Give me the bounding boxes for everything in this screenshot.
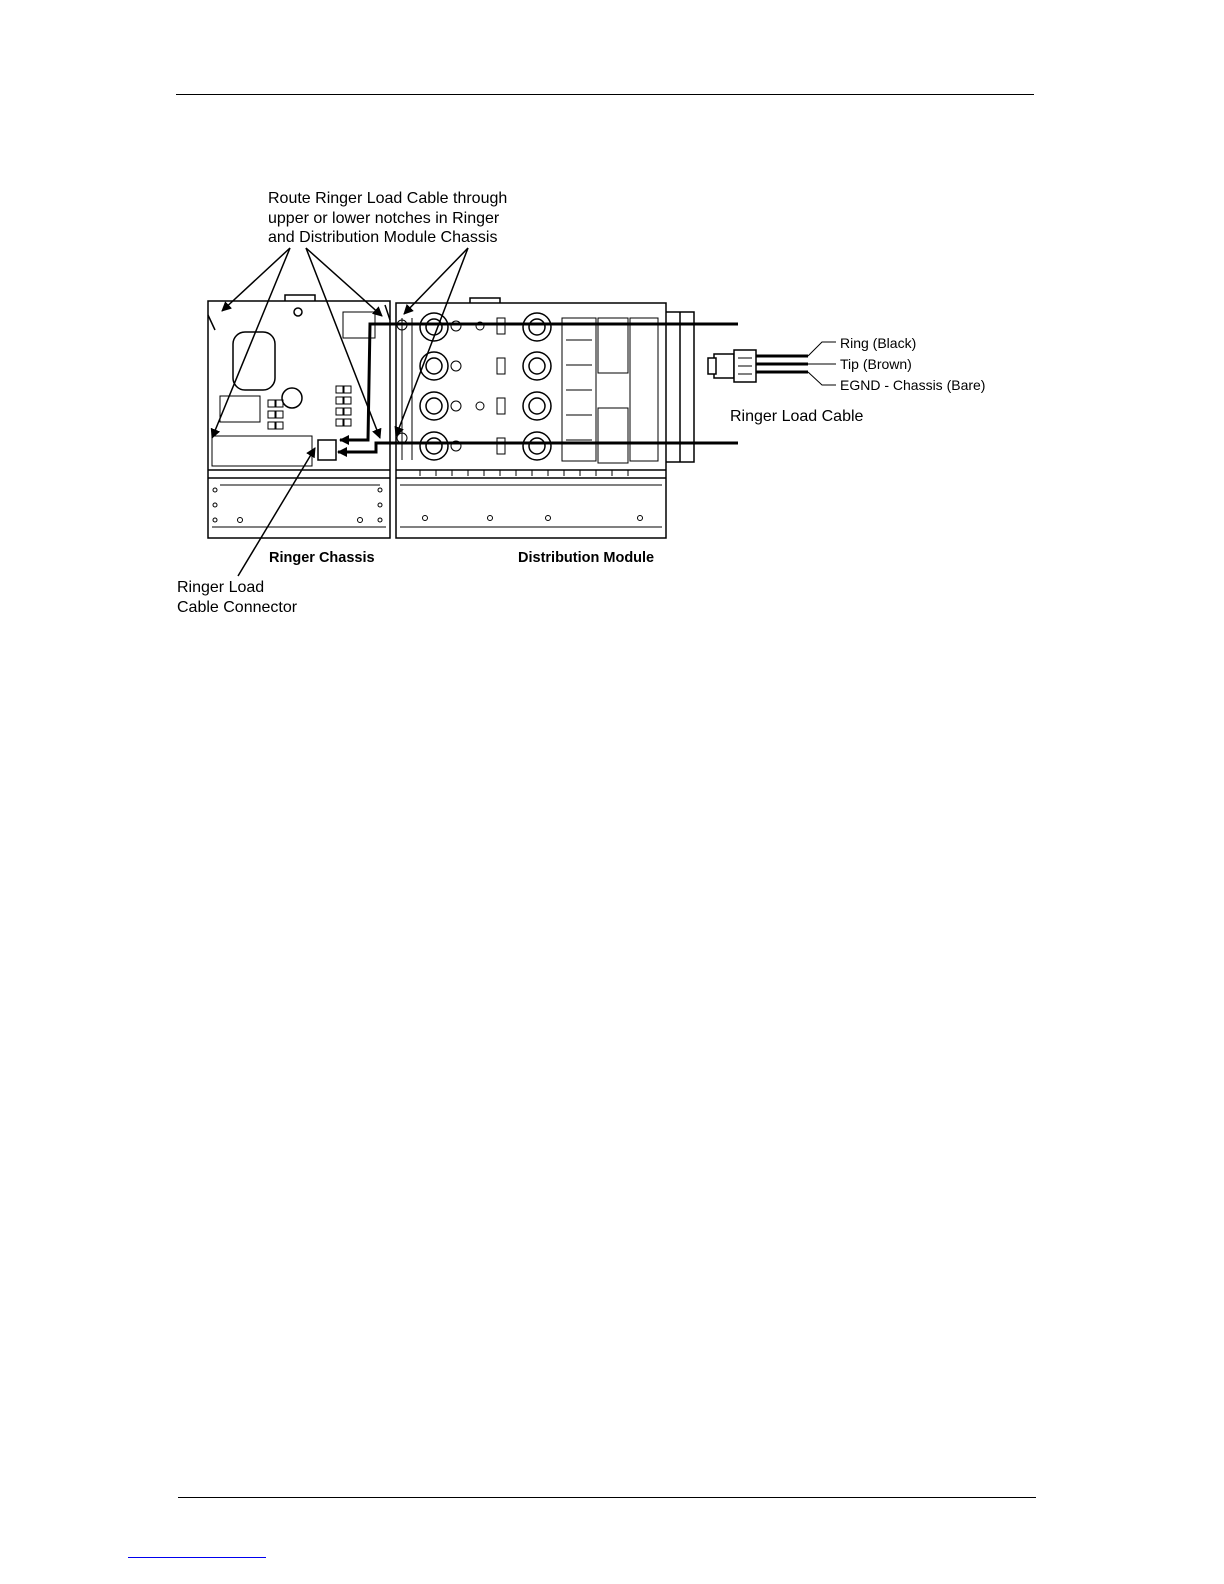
connector-note-line: Cable Connector	[177, 598, 298, 616]
connector-note-line: Ringer Load	[177, 579, 265, 596]
distribution-module-drawing	[396, 298, 694, 538]
footer-link-underline[interactable]	[128, 1557, 266, 1558]
route-note-line: Route Ringer Load Cable through	[268, 190, 508, 207]
footer-rule	[178, 1497, 1036, 1498]
ringer-chassis-label: Ringer Chassis	[269, 550, 375, 566]
ringer-load-cable-label: Ringer Load Cable	[730, 408, 864, 425]
tip-wire-label: Tip (Brown)	[840, 356, 912, 372]
distribution-module-label: Distribution Module	[518, 550, 655, 566]
route-cable-note	[268, 189, 548, 248]
ring-wire-label: Ring (Black)	[840, 335, 917, 351]
ringer-chassis-drawing	[208, 295, 390, 538]
route-note-line: upper or lower notches in Ringer	[268, 209, 500, 227]
connector-note	[177, 578, 297, 617]
route-note-line: and Distribution Module Chassis	[268, 229, 498, 246]
egnd-wire-label: EGND - Chassis (Bare)	[840, 377, 986, 393]
ringer-load-cable-plug	[708, 342, 836, 385]
